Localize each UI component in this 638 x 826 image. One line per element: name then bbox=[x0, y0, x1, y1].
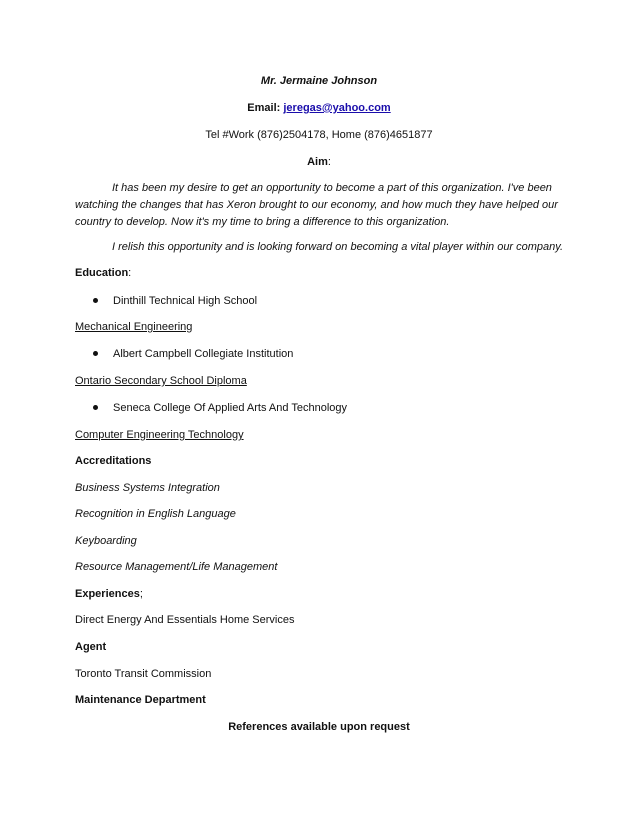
applicant-name: Mr. Jermaine Johnson bbox=[260, 75, 378, 87]
telephone-line: Tel #Work (876)2504178, Home (876)4651877 bbox=[205, 129, 433, 141]
bullet-icon bbox=[93, 405, 98, 410]
references-note: References available upon request bbox=[228, 721, 410, 733]
experience-employer-2: Toronto Transit Commission bbox=[75, 668, 212, 680]
education-heading-colon: : bbox=[128, 267, 132, 279]
education-program-1: Mechanical Engineering bbox=[75, 321, 193, 333]
accreditations-heading: Accreditations bbox=[75, 455, 152, 467]
aim-colon: : bbox=[327, 156, 331, 168]
accreditation-item: Keyboarding bbox=[75, 535, 137, 547]
experiences-heading-label: Experiences bbox=[75, 588, 140, 600]
education-program-3: Computer Engineering Technology bbox=[75, 429, 244, 441]
aim-label: Aim bbox=[307, 156, 328, 168]
aim-paragraph-1: It has been my desire to get an opportunity to become a part of this organization. I've been watching the changes that has Xeron brought to our economy, and how much they have helped our country to develop. Now it's my time to bring a difference to this organization. bbox=[75, 182, 558, 228]
email-label: Email: bbox=[247, 102, 281, 114]
experience-role-2: Maintenance Department bbox=[75, 694, 206, 706]
education-school-2: Albert Campbell Collegiate Institution bbox=[113, 348, 294, 360]
aim-heading bbox=[0, 155, 638, 169]
accreditation-item: Resource Management/Life Management bbox=[75, 561, 278, 573]
experiences-heading bbox=[75, 587, 143, 601]
accreditation-item: Recognition in English Language bbox=[75, 508, 236, 520]
accreditation-item: Business Systems Integration bbox=[75, 482, 220, 494]
email-link[interactable]: jeregas@yahoo.com bbox=[283, 102, 391, 114]
experience-employer-1: Direct Energy And Essentials Home Services bbox=[75, 614, 295, 626]
bullet-icon bbox=[93, 351, 98, 356]
education-school-1: Dinthill Technical High School bbox=[113, 295, 258, 307]
aim-paragraph-2: I relish this opportunity and is looking forward on becoming a vital player within our company. bbox=[112, 241, 564, 253]
experiences-heading-suffix: ; bbox=[139, 588, 143, 600]
education-heading bbox=[75, 266, 131, 280]
experience-role-1: Agent bbox=[75, 641, 107, 653]
email-line bbox=[0, 101, 638, 115]
education-school-3: Seneca College Of Applied Arts And Technology bbox=[113, 402, 348, 414]
education-program-2: Ontario Secondary School Diploma bbox=[75, 375, 247, 387]
education-heading-label: Education bbox=[75, 267, 129, 279]
bullet-icon bbox=[93, 298, 98, 303]
